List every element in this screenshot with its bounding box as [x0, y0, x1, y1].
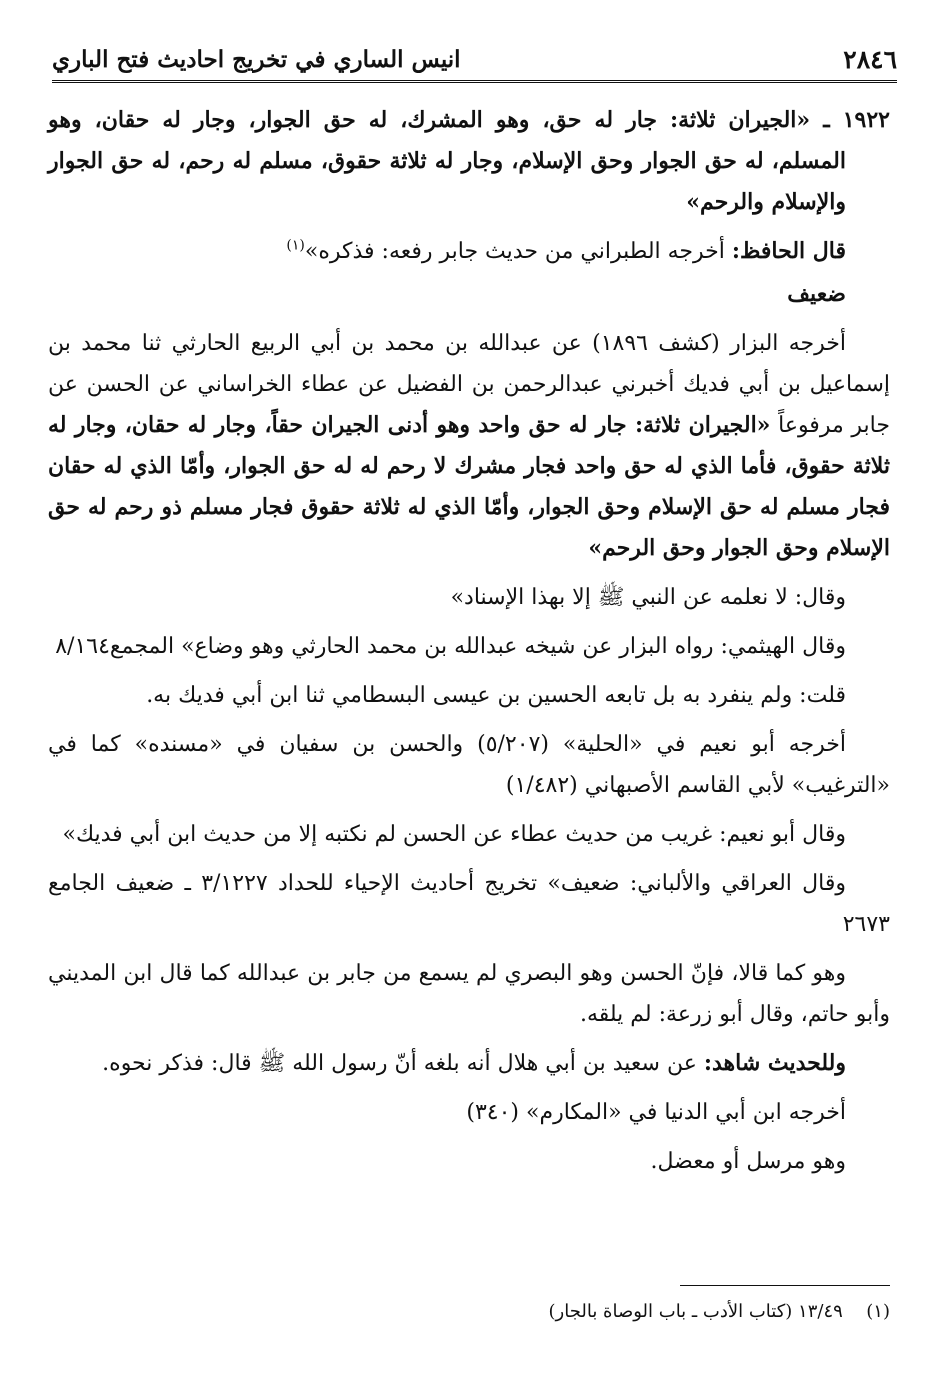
takhrij-intro: أخرجه البزار (كشف ١٨٩٦) عن عبدالله بن محمد بن أبي الربيع الحارثي ثنا محمد بن إسماعيل بن أبي فديك أخبرني عبدالرحمن بن الفضيل عن عطاء الخراساني عن الحسن عن جابر مرفوعاً — [48, 331, 890, 438]
shahid-text: عن سعيد بن أبي هلال أنه بلغه أنّ رسول الله ﷺ قال: فذكر نحوه. — [102, 1051, 697, 1076]
grade: ضعيف — [787, 281, 846, 307]
footnote-text: ١٣/٤٩ (كتاب الأدب ـ باب الوصاة بالجار) — [548, 1301, 843, 1322]
running-header — [52, 38, 897, 83]
haythami-comment: وقال الهيثمي: رواه البزار عن شيخه عبدالله بن محمد الحارثي وهو وضاع» المجمع٨/١٦٤ — [55, 634, 846, 659]
hafiz-statement — [48, 231, 890, 272]
takhrij-matn: «الجيران ثلاثة: جار له حق واحد وهو أدنى الجيران حقاً، وجار له حقان، وجار له ثلاثة حقوق، فأما الذي له حق واحد فجار مشرك لا رحم له له حق الجوار، وأمّا الذي له حقان فجار مسلم له حق الإسلام وحق الجوار، وأمّا الذي له ثلاثة حقوق فجار مسلم ذو رحم له حق الإسلام وحق الجوار وحق الرحم» — [48, 412, 890, 561]
shahid-paragraph — [48, 1043, 890, 1084]
footnote-marker: (١) — [866, 1301, 890, 1322]
takhrij-paragraph — [48, 323, 890, 569]
hadith-number: ١٩٢٢ — [842, 107, 890, 133]
footnote-divider — [680, 1285, 890, 1286]
qultu-comment: قلت: ولم ينفرد به بل تابعه الحسين بن عيسى البسطامي ثنا ابن أبي فديك به. — [146, 683, 846, 708]
footnote — [48, 1298, 890, 1326]
bazzar-comment: وقال: لا نعلمه عن النبي ﷺ إلا بهذا الإسناد» — [450, 585, 846, 610]
footnote-ref: (١) — [286, 237, 305, 254]
hadith-dash: ـ — [823, 107, 830, 133]
abu-nuaym-takhrij: أخرجه أبو نعيم في «الحلية» (٥/٢٠٧) والحسن بن سفيان في «مسنده» كما في «الترغيب» لأبي القاسم الأصبهاني (١/٤٨٢) — [48, 732, 890, 798]
hafiz-text: أخرجه الطبراني من حديث جابر رفعه: فذكره» — [304, 239, 725, 264]
hadith-text: «الجيران ثلاثة: جار له حق، وهو المشرك، له حق الجوار، وجار له حقان، وهو المسلم، له حق الجوار وحق الإسلام، وجار له ثلاثة حقوق، مسلم له رحم، له حق الجوار والإسلام والرحم» — [48, 107, 846, 215]
book-title: انيس الساري في تخريج احاديث فتح الباري — [52, 46, 461, 73]
mursal-note: وهو مرسل أو معضل. — [650, 1149, 846, 1174]
page-number: ٢٨٤٦ — [843, 45, 897, 74]
abu-nuaym-comment: وقال أبو نعيم: غريب من حديث عطاء عن الحسن لم نكتبه إلا من حديث ابن أبي فديك» — [62, 822, 846, 847]
shahid-label: وللحديث شاهد: — [703, 1050, 846, 1076]
hadith-entry — [48, 100, 890, 223]
hafiz-label: قال الحافظ: — [731, 238, 846, 264]
iraqi-albani-comment: وقال العراقي والألباني: ضعيف» تخريج أحاديث الإحياء للحداد ٣/١٢٢٧ ـ ضعيف الجامع ٢٦٧٣ — [48, 871, 890, 937]
ibn-abi-dunya-takhrij: أخرجه ابن أبي الدنيا في «المكارم» (٣٤٠) — [466, 1100, 846, 1125]
kama-qala-comment: وهو كما قالا، فإنّ الحسن وهو البصري لم يسمع من جابر بن عبدالله كما قال ابن المديني وأبو حاتم، وقال أبو زرعة: لم يلقه. — [48, 961, 890, 1027]
page-body — [48, 100, 890, 1190]
